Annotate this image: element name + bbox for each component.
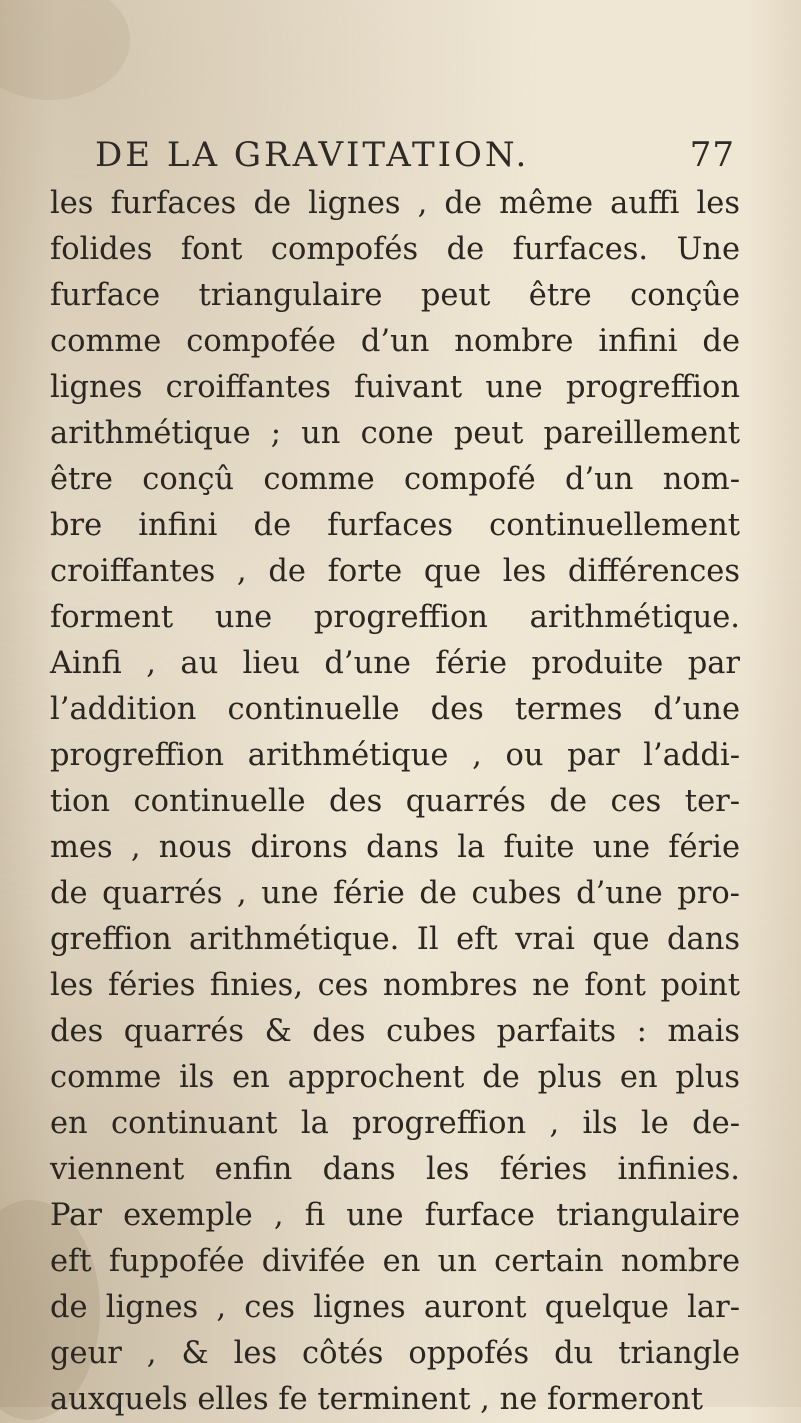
text-line: l’addition continuelle des termes d’une bbox=[50, 692, 740, 727]
text-line: être conçû comme compofé d’un nom- bbox=[50, 462, 740, 497]
text-line: les furfaces de lignes , de même auffi les bbox=[50, 186, 740, 221]
text-line: furface triangulaire peut être conçûe bbox=[50, 278, 740, 313]
text-line: croiffantes , de forte que les différences bbox=[50, 554, 740, 589]
text-line: forment une progreffion arithmétique. bbox=[50, 600, 740, 635]
text-line: de quarrés , une férie de cubes d’une pro- bbox=[50, 876, 740, 911]
text-line: progreffion arithmétique , ou par l’addi- bbox=[50, 738, 740, 773]
text-line: geur , & les côtés oppofés du triangle bbox=[50, 1336, 740, 1371]
text-line: viennent enfin dans les féries infinies. bbox=[50, 1152, 740, 1187]
text-line: greffion arithmétique. Il eft vrai que dans bbox=[50, 922, 740, 957]
text-line: bre infini de furfaces continuellement bbox=[50, 508, 740, 543]
text-line: les féries finies, ces nombres ne font point bbox=[50, 968, 740, 1003]
text-line: folides font compofés de furfaces. Une bbox=[50, 232, 740, 267]
text-line: eft fuppofée divifée en un certain nombre bbox=[50, 1244, 740, 1279]
text-line: mes , nous dirons dans la fuite une férie bbox=[50, 830, 740, 865]
text-line: comme ils en approchent de plus en plus bbox=[50, 1060, 740, 1095]
running-header bbox=[95, 135, 735, 175]
text-line: de lignes , ces lignes auront quelque lar- bbox=[50, 1290, 740, 1325]
text-line: tion continuelle des quarrés de ces ter- bbox=[50, 784, 740, 819]
text-line: Par exemple , fi une furface triangulaire bbox=[50, 1198, 740, 1233]
text-line: Ainfi , au lieu d’une férie produite par bbox=[50, 646, 740, 681]
text-line: des quarrés & des cubes parfaits : mais bbox=[50, 1014, 740, 1049]
text-line: lignes croiffantes fuivant une progreffion bbox=[50, 370, 740, 405]
page-number: 77 bbox=[689, 135, 735, 175]
text-line: auxquels elles fe terminent , ne formeront bbox=[50, 1382, 704, 1417]
text-line: arithmétique ; un cone peut pareillement bbox=[50, 416, 740, 451]
chapter-title: DE LA GRAVITATION. bbox=[95, 135, 530, 175]
text-line: comme compofée d’un nombre infini de bbox=[50, 324, 740, 359]
paper-stain bbox=[0, 0, 130, 100]
text-line: en continuant la progreffion , ils le de- bbox=[50, 1106, 740, 1141]
